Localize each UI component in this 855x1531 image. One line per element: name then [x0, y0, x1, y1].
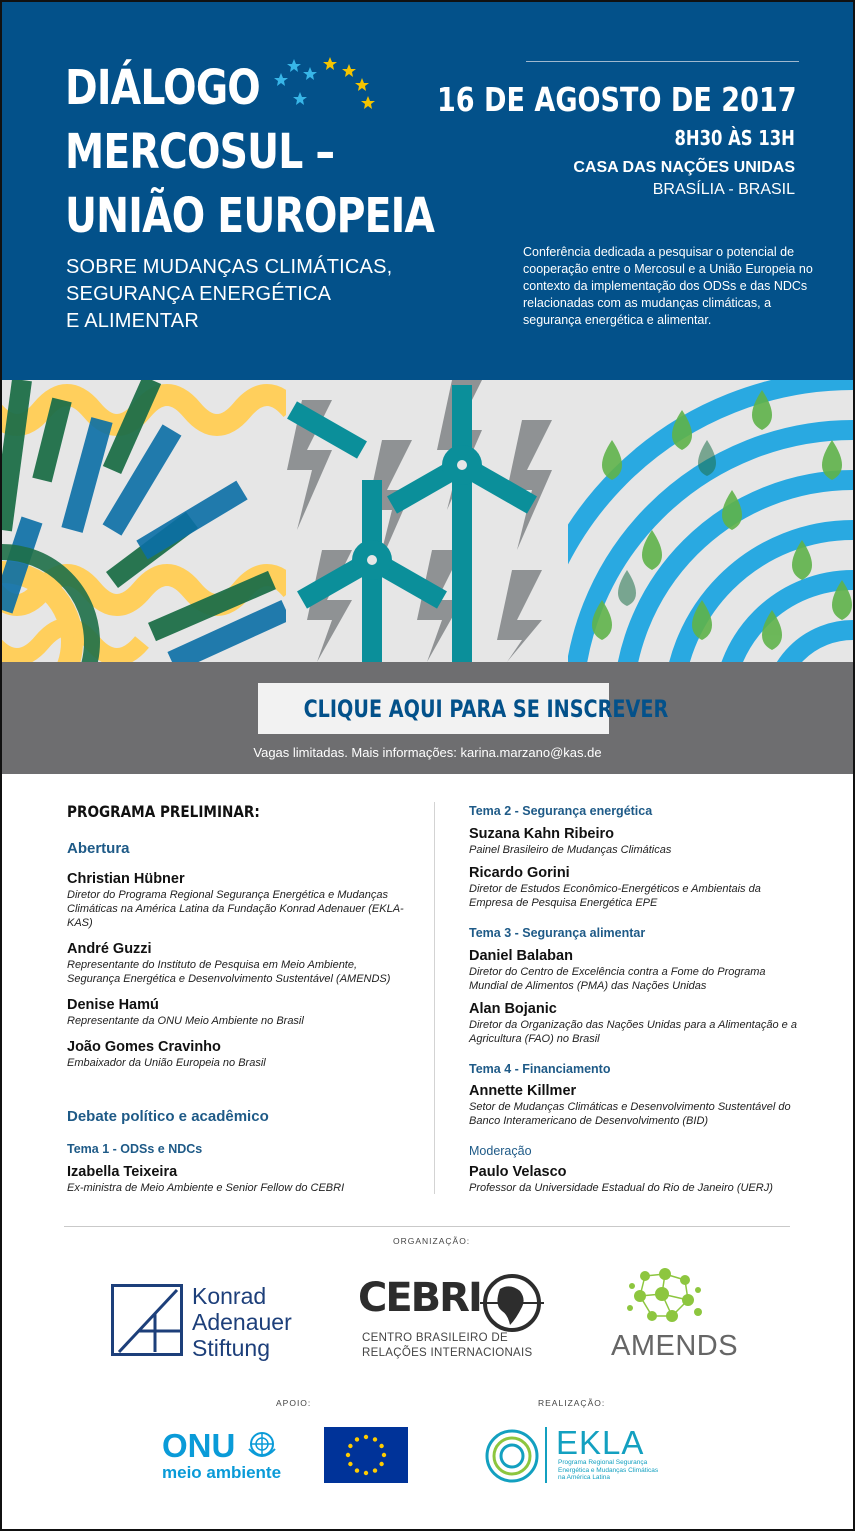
apoio-label: APOIO:	[276, 1398, 312, 1408]
speaker-name: Christian Hübner	[67, 871, 185, 887]
register-button[interactable]	[258, 683, 669, 734]
registration-bar	[2, 662, 853, 774]
speaker-name: André Guzzi	[67, 941, 152, 957]
event-subtitle	[66, 254, 392, 335]
speaker-entry	[67, 1163, 407, 1195]
event-description: Conferência dedicada a pesquisar o potencial de cooperação entre o Mercosul e a União Europeia no contexto da implementação dos ODSs e das NDCs relacionadas com as mudanças climáticas, a segurança energética e alimentar.	[523, 245, 813, 327]
speaker-name: Ricardo Gorini	[469, 865, 570, 881]
speaker-role: Diretor de Estudos Econômico-Energéticos e Ambientais da Empresa de Pesquisa Energética EPE	[469, 883, 761, 909]
speaker-role: Representante da ONU Meio Ambiente no Brasil	[67, 1015, 304, 1027]
kas-logo-icon	[111, 1284, 183, 1356]
speaker-entry	[67, 870, 407, 930]
amends-name: AMENDS	[611, 1330, 739, 1362]
speaker-role: Diretor do Programa Regional Segurança Energética e Mudanças Climáticas na América Latina da Fundação Konrad Adenauer (EKLA-KAS)	[67, 889, 404, 929]
tema1-heading: Tema 1 - ODSs e NDCs	[67, 1142, 203, 1156]
program-title: PROGRAMA PRELIMINAR:	[67, 802, 260, 821]
speaker-name: Denise Hamú	[67, 997, 159, 1013]
speaker-role: Ex-ministra de Meio Ambiente e Senior Fellow do CEBRI	[67, 1182, 345, 1194]
kas-line: Stiftung	[192, 1335, 270, 1361]
kas-logo-text	[192, 1283, 292, 1361]
moderacao-heading: Moderação	[469, 1144, 532, 1158]
speaker-entry	[469, 1163, 799, 1195]
subtitle-line: SOBRE MUDANÇAS CLIMÁTICAS,	[66, 256, 393, 278]
ekla-circles-icon	[484, 1425, 548, 1485]
kas-line: Konrad	[192, 1283, 267, 1309]
tema2-heading: Tema 2 - Segurança energética	[469, 804, 653, 818]
event-time: 8H30 ÀS 13H	[674, 126, 795, 150]
onu-name	[162, 1429, 281, 1463]
speaker-name: Izabella Teixeira	[67, 1164, 178, 1180]
climate-energy-food-illustration	[2, 380, 853, 662]
speaker-entry	[469, 825, 799, 857]
tema3-heading: Tema 3 - Segurança alimentar	[469, 926, 646, 940]
kas-line: Adenauer	[192, 1309, 292, 1335]
speaker-name: João Gomes Cravinho	[67, 1039, 221, 1055]
subtitle-line: E ALIMENTAR	[66, 310, 199, 332]
header-divider	[526, 61, 799, 62]
speaker-name: Alan Bojanic	[469, 1001, 557, 1017]
speaker-role: Setor de Mudanças Climáticas e Desenvolvimento Sustentável do Banco Interamericano de Desenvolvimento (BID)	[469, 1101, 791, 1127]
ekla-subtitle	[558, 1459, 658, 1482]
eu-flag-icon	[324, 1427, 408, 1483]
ekla-sub-line: Energética e Mudanças Climáticas	[558, 1466, 659, 1474]
illustration-band	[2, 380, 853, 662]
cebri-sub-line: CENTRO BRASILEIRO DE	[362, 1332, 508, 1344]
logos-divider	[64, 1226, 790, 1227]
ekla-sub-line: na América Latina	[558, 1474, 611, 1481]
energy-panel	[286, 380, 568, 662]
title-line: UNIÃO EUROPEIA	[65, 188, 435, 244]
speaker-entry	[67, 1038, 407, 1070]
speaker-role: Painel Brasileiro de Mudanças Climáticas	[469, 844, 672, 856]
speaker-entry	[469, 947, 799, 993]
speaker-name: Daniel Balaban	[469, 948, 573, 964]
speaker-entry	[67, 996, 407, 1028]
event-date: 16 DE AGOSTO DE 2017	[437, 80, 797, 119]
speaker-role: Representante do Instituto de Pesquisa em Meio Ambiente, Segurança Energética e Desenvolvimento Sustentável (AMENDS)	[67, 959, 391, 985]
column-divider	[434, 802, 435, 1194]
header-banner	[2, 2, 853, 380]
speaker-role: Embaixador da União Europeia no Brasil	[67, 1057, 266, 1069]
speaker-entry	[469, 1000, 799, 1046]
cebri-logo	[358, 1275, 481, 1321]
ekla-name: EKLA	[556, 1424, 645, 1461]
title-line: MERCOSUL –	[65, 124, 335, 180]
speaker-entry	[67, 940, 407, 986]
cebri-subtitle	[362, 1331, 533, 1361]
un-emblem-icon	[245, 1429, 279, 1461]
speaker-name: Annette Killmer	[469, 1083, 577, 1099]
speaker-role: Diretor da Organização das Nações Unidas para a Alimentação e a Agricultura (FAO) no Brasil	[469, 1019, 797, 1045]
ekla-sub-line: Programa Regional Segurança	[558, 1459, 648, 1466]
cebri-sub-line: RELAÇÕES INTERNACIONAIS	[362, 1347, 533, 1359]
food-panel	[523, 380, 853, 662]
realizacao-label: REALIZAÇÃO:	[538, 1398, 606, 1408]
organizacao-label: ORGANIZAÇÃO:	[393, 1236, 471, 1246]
globe-icon	[476, 1273, 548, 1333]
mercosul-eu-stars-icon	[270, 54, 380, 114]
event-city: BRASÍLIA - BRASIL	[652, 181, 795, 198]
climate-panel	[2, 380, 292, 662]
debate-heading: Debate político e acadêmico	[67, 1108, 269, 1125]
tema4-heading: Tema 4 - Financiamento	[469, 1062, 611, 1076]
speaker-entry	[469, 1082, 799, 1128]
title-line: DIÁLOGO	[65, 60, 260, 116]
onu-text: ONU	[162, 1427, 236, 1464]
onu-meio-ambiente-logo	[162, 1429, 281, 1483]
speaker-name: Suzana Kahn Ribeiro	[469, 826, 615, 842]
event-venue: CASA DAS NAÇÕES UNIDAS	[573, 159, 795, 176]
subtitle-line: SEGURANÇA ENERGÉTICA	[66, 283, 332, 305]
speaker-name: Paulo Velasco	[469, 1164, 567, 1180]
speaker-role: Diretor do Centro de Excelência contra a Fome do Programa Mundial de Alimentos (PMA) das Nações Unidas	[469, 966, 766, 992]
speaker-role: Professor da Universidade Estadual do Rio de Janeiro (UERJ)	[469, 1182, 773, 1194]
register-button-label: CLIQUE AQUI PARA SE INSCREVER	[303, 694, 669, 723]
cebri-name: CEBRI	[358, 1275, 481, 1321]
speaker-entry	[469, 864, 799, 910]
amends-network-icon	[610, 1266, 720, 1330]
abertura-heading: Abertura	[67, 840, 130, 857]
registration-note: Vagas limitadas. Mais informações: karina.marzano@kas.de	[253, 745, 602, 760]
onu-subtitle: meio ambiente	[162, 1463, 282, 1482]
